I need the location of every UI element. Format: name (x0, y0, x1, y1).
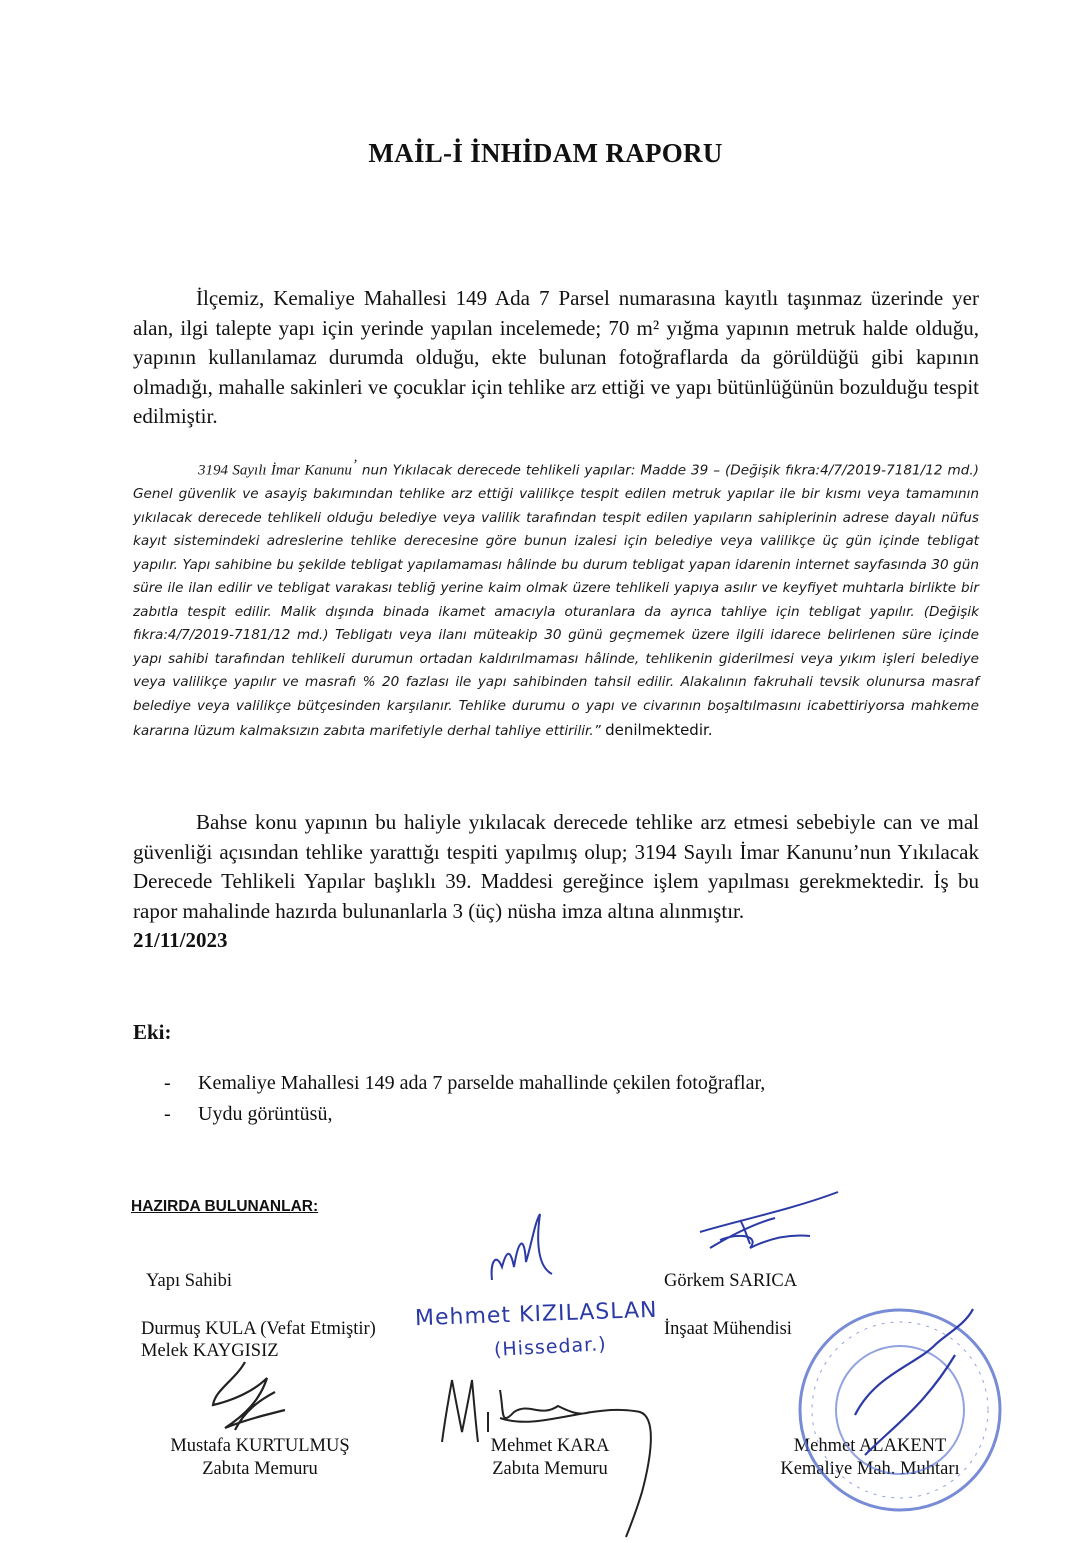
report-date: 21/11/2023 (133, 928, 228, 952)
officer1-title: Zabıta Memuru (202, 1459, 318, 1479)
mukhtar-name: Mehmet ALAKENT (793, 1436, 947, 1456)
officer1-name: Mustafa KURTULMUŞ (170, 1436, 350, 1456)
law-quote-tail: denilmektedir. (605, 720, 713, 739)
signature-mark (480, 1212, 570, 1292)
engineer-title: İnşaat Mühendisi (664, 1319, 792, 1339)
owner-label: Yapı Sahibi (146, 1271, 233, 1291)
official-stamp (795, 1305, 1005, 1515)
attachment-item: - Uydu görüntüsü, (160, 1099, 765, 1130)
engineer-name: Görkem SARICA (664, 1271, 798, 1291)
officer2-title: Zabıta Memuru (492, 1459, 608, 1479)
owner-name-2: Melek KAYGISIZ (141, 1341, 279, 1361)
shareholder-handwritten-name: Mehmet KIZILASLAN (414, 1297, 658, 1332)
mukhtar-title: Kemaliye Mah. Muhtarı (780, 1459, 960, 1479)
present-heading: HAZIRDA BULUNANLAR: (131, 1198, 319, 1215)
signature-mark (430, 1372, 665, 1542)
document-title: MAİL-İ İNHİDAM RAPORU (368, 138, 723, 168)
body-paragraph-2-text: Bahse konu yapının bu haliyle yıkılacak derecede tehlike arz etmesi sebebiyle can ve mal güvenliği açısından tehlike yarattığı tespiti yapılmış olup; 3194 Sayılı İmar Kanunu’nun Yıkılacak Derecede Tehlikeli Yapılar başlıklı 39. Maddesi gereğince işlem yapılması gerekmektedir. İş bu rapor mahalinde hazırda bulunanlarla 3 (üç) nüsha imza altına alınmıştır. (133, 810, 979, 923)
law-quote (133, 454, 979, 743)
officer2-name: Mehmet KARA (490, 1436, 610, 1456)
attachment-item: - Kemaliye Mahallesi 149 ada 7 parselde mahallinde çekilen fotoğraflar, (160, 1068, 765, 1099)
body-paragraph-2 (133, 808, 979, 956)
signature-mark (205, 1360, 290, 1440)
attachments-title: Eki: (133, 1020, 172, 1044)
owner-name-1: Durmuş KULA (Vefat Etmiştir) (141, 1319, 376, 1339)
law-quote-mark: ’ (351, 457, 357, 473)
signature-mark (680, 1190, 845, 1260)
body-paragraph-1: İlçemiz, Kemaliye Mahallesi 149 Ada 7 Parsel numarasına kayıtlı taşınmaz üzerinde yer alan, ilgi talepte yapı için yerinde yapılan incelemede; 70 m² yığma yapının metruk halde olduğu, yapının kullanılamaz durumda olduğu, ekte bulunan fotoğraflarda da görüldüğü gibi kapının olmadığı, mahalle sakinleri ve çocuklar için tehlike arz ettiği ve yapı bütünlüğünün bozulduğu tespit edilmiştir. (133, 286, 979, 428)
law-quote-lead: 3194 Sayılı İmar Kanunu (198, 462, 352, 479)
shareholder-handwritten-note: (Hissedar.) (493, 1333, 608, 1361)
attachments-list (160, 1068, 765, 1130)
law-quote-body: nun Yıkılacak derecede tehlikeli yapılar: Madde 39 – (Değişik fıkra:4/7/2019-7181/12 md.) Genel güvenlik ve asayiş bakımından tehlike arz ettiği valilikçe tespit edilen metruk yapılar ile bir kısmı veya tamamının yıkılacak derecede tehlikeli olduğu belediye veya valilik tarafından tespit edilen yapıların sahiplerinin adrese dayalı nüfus kayıt sistemindeki adreslerine tehlike derecesine göre bunun izalesi için belediye veya valilikçe üç gün içinde tebligat yapılır. Yapı sahibine bu şekilde tebligat yapılamaması hâlinde bu durum tebligat yapan idarenin internet sayfasında 30 gün süre ile ilan edilir ve tebligat varakası tebliğ yerine kaim olmak üzere tehlikeli yapıya asılır ve keyfiyet muhtarla birlikte bir zabıtla tespit edilir. Malik dışında binada ikamet amacıyla oturanlara da ayrıca tahliye için tebligat yapılır. (Değişik fıkra:4/7/2019-7181/12 md.) Tebligatı veya ilanı müteakip 30 günü geçmemek üzere ilgili idarece belirlenen süre içinde yapı sahibi tarafından tehlikeli durumun ortadan kaldırılmaması hâlinde, tehlikenin giderilmesi veya yıkım işleri belediye veya valilikçe yapılır ve masrafı % 20 fazlası ile yapı sahibinden tahsil edilir. Alakalının fakruhali tevsik olunursa masraf belediye veya valilikçe bütçesinden karşılanır. Tehlike durumu o yapı ve civarının boşaltılmasını icabettiriyorsa mahkeme kararına lüzum kalmaksızın zabıta marifetiyle derhal tahliye ettirilir.” (133, 462, 979, 739)
